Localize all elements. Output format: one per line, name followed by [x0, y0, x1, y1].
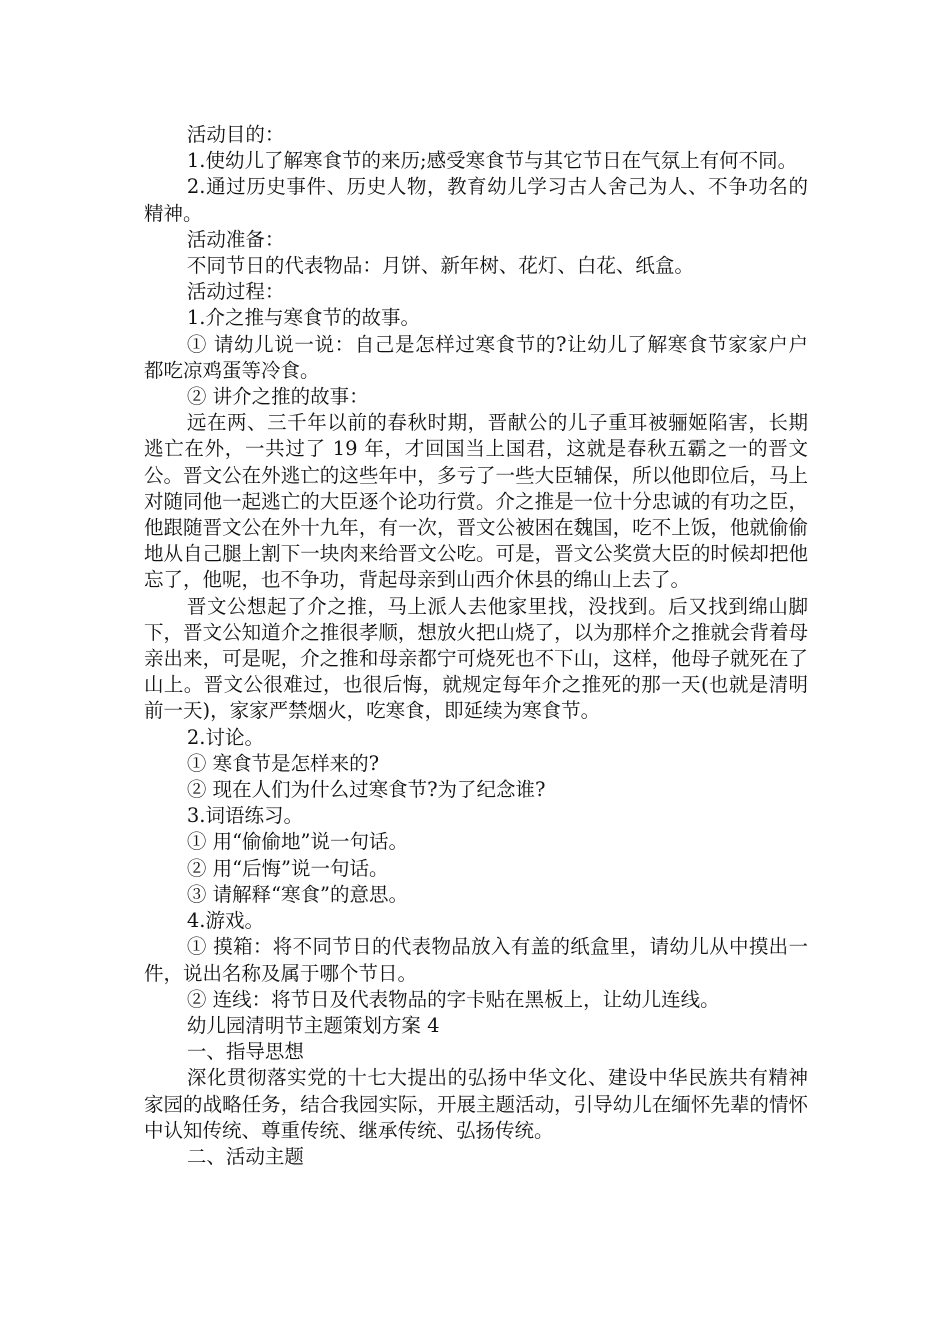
paragraph-prep-items: 不同节日的代表物品：月饼、新年树、花灯、白花、纸盒。	[186, 254, 694, 278]
section-guiding-thought-heading: 一、指导思想	[186, 1040, 304, 1064]
paragraph-story-part-1: 远在两、三千年以前的春秋时期，晋献公的儿子重耳被骊姬陷害，长期逃亡在外，一共过了 19 年，才回国当上国君，这就是春秋五霸之一的晋文公。晋文公在外逃亡的这些年中，多亏了一些大臣辅保，所以他即位后，马上对随同他一起逃亡的大臣逐个论功行赏。介之推是一位十分忠诚的有功之臣，他跟随晋文公在外十九年，有一次，晋文公被困在魏国，吃不上饭，他就偷偷地从自己腿上割下一块肉来给晋文公吃。可是，晋文公奖赏大臣的时候却把他忘了，他呢，也不争功，背起母亲到山西介休县的绵山上去了。	[144, 411, 808, 592]
paragraph-story-part-2: 晋文公想起了介之推，马上派人去他家里找，没找到。后又找到绵山脚下，晋文公知道介之推很孝顺，想放火把山烧了，以为那样介之推就会背着母亲出来，可是呢，介之推和母亲都宁可烧死也不下山，这样，他母子就死在了山上。晋文公很难过，也很后悔，就规定每年介之推死的那一天(也就是清明前一天)，家家严禁烟火，吃寒食，即延续为寒食节。	[144, 594, 808, 723]
activity-process-heading: 活动过程：	[186, 280, 285, 304]
paragraph-guiding-thought: 深化贯彻落实党的十七大提出的弘扬中华文化、建设中华民族共有精神家园的战略任务，结合我园实际，开展主题活动，引导幼儿在缅怀先辈的情怀中认知传统、尊重传统、继承传统、弘扬传统。	[144, 1066, 808, 1142]
paragraph-game: 4.游戏。	[186, 909, 264, 933]
paragraph-discussion: 2.讨论。	[186, 725, 264, 749]
paragraph-word-practice-3: ③ 请解释“寒食”的意思。	[186, 882, 409, 906]
section-activity-theme-heading: 二、活动主题	[186, 1144, 304, 1168]
activity-goal-heading: 活动目的：	[186, 123, 285, 146]
paragraph-goal-2: 2.通过历史事件、历史人物，教育幼儿学习古人舍己为人、不争功名的精神。	[144, 175, 808, 225]
paragraph-discussion-1: ① 寒食节是怎样来的?	[186, 751, 380, 775]
paragraph-game-2: ② 连线：将节日及代表物品的字卡贴在黑板上，让幼儿连线。	[186, 987, 720, 1011]
activity-prep-heading: 活动准备：	[186, 227, 285, 251]
paragraph-word-practice-1: ① 用“偷偷地”说一句话。	[186, 830, 409, 854]
paragraph-word-practice-2: ② 用“后悔”说一句话。	[186, 856, 389, 880]
paragraph-process-1: 1.介之推与寒食节的故事。	[186, 306, 420, 330]
paragraph-process-1b: ② 讲介之推的故事：	[186, 385, 369, 409]
paragraph-goal-1: 1.使幼儿了解寒食节的来历;感受寒食节与其它节日在气氛上有何不同。	[186, 149, 798, 173]
paragraph-game-1: ① 摸箱：将不同节日的代表物品放入有盖的纸盒里，请幼儿从中摸出一件，说出名称及属于哪个节日。	[144, 935, 808, 985]
paragraph-discussion-2: ② 现在人们为什么过寒食节?为了纪念谁?	[186, 778, 546, 802]
paragraph-process-1a: ① 请幼儿说一说：自己是怎样过寒食节的?让幼儿了解寒食节家家户户都吃凉鸡蛋等冷食。	[144, 332, 808, 382]
section-title-plan-4: 幼儿园清明节主题策划方案 4	[186, 1013, 440, 1037]
document-body	[144, 122, 808, 1170]
paragraph-word-practice: 3.词语练习。	[186, 804, 303, 828]
